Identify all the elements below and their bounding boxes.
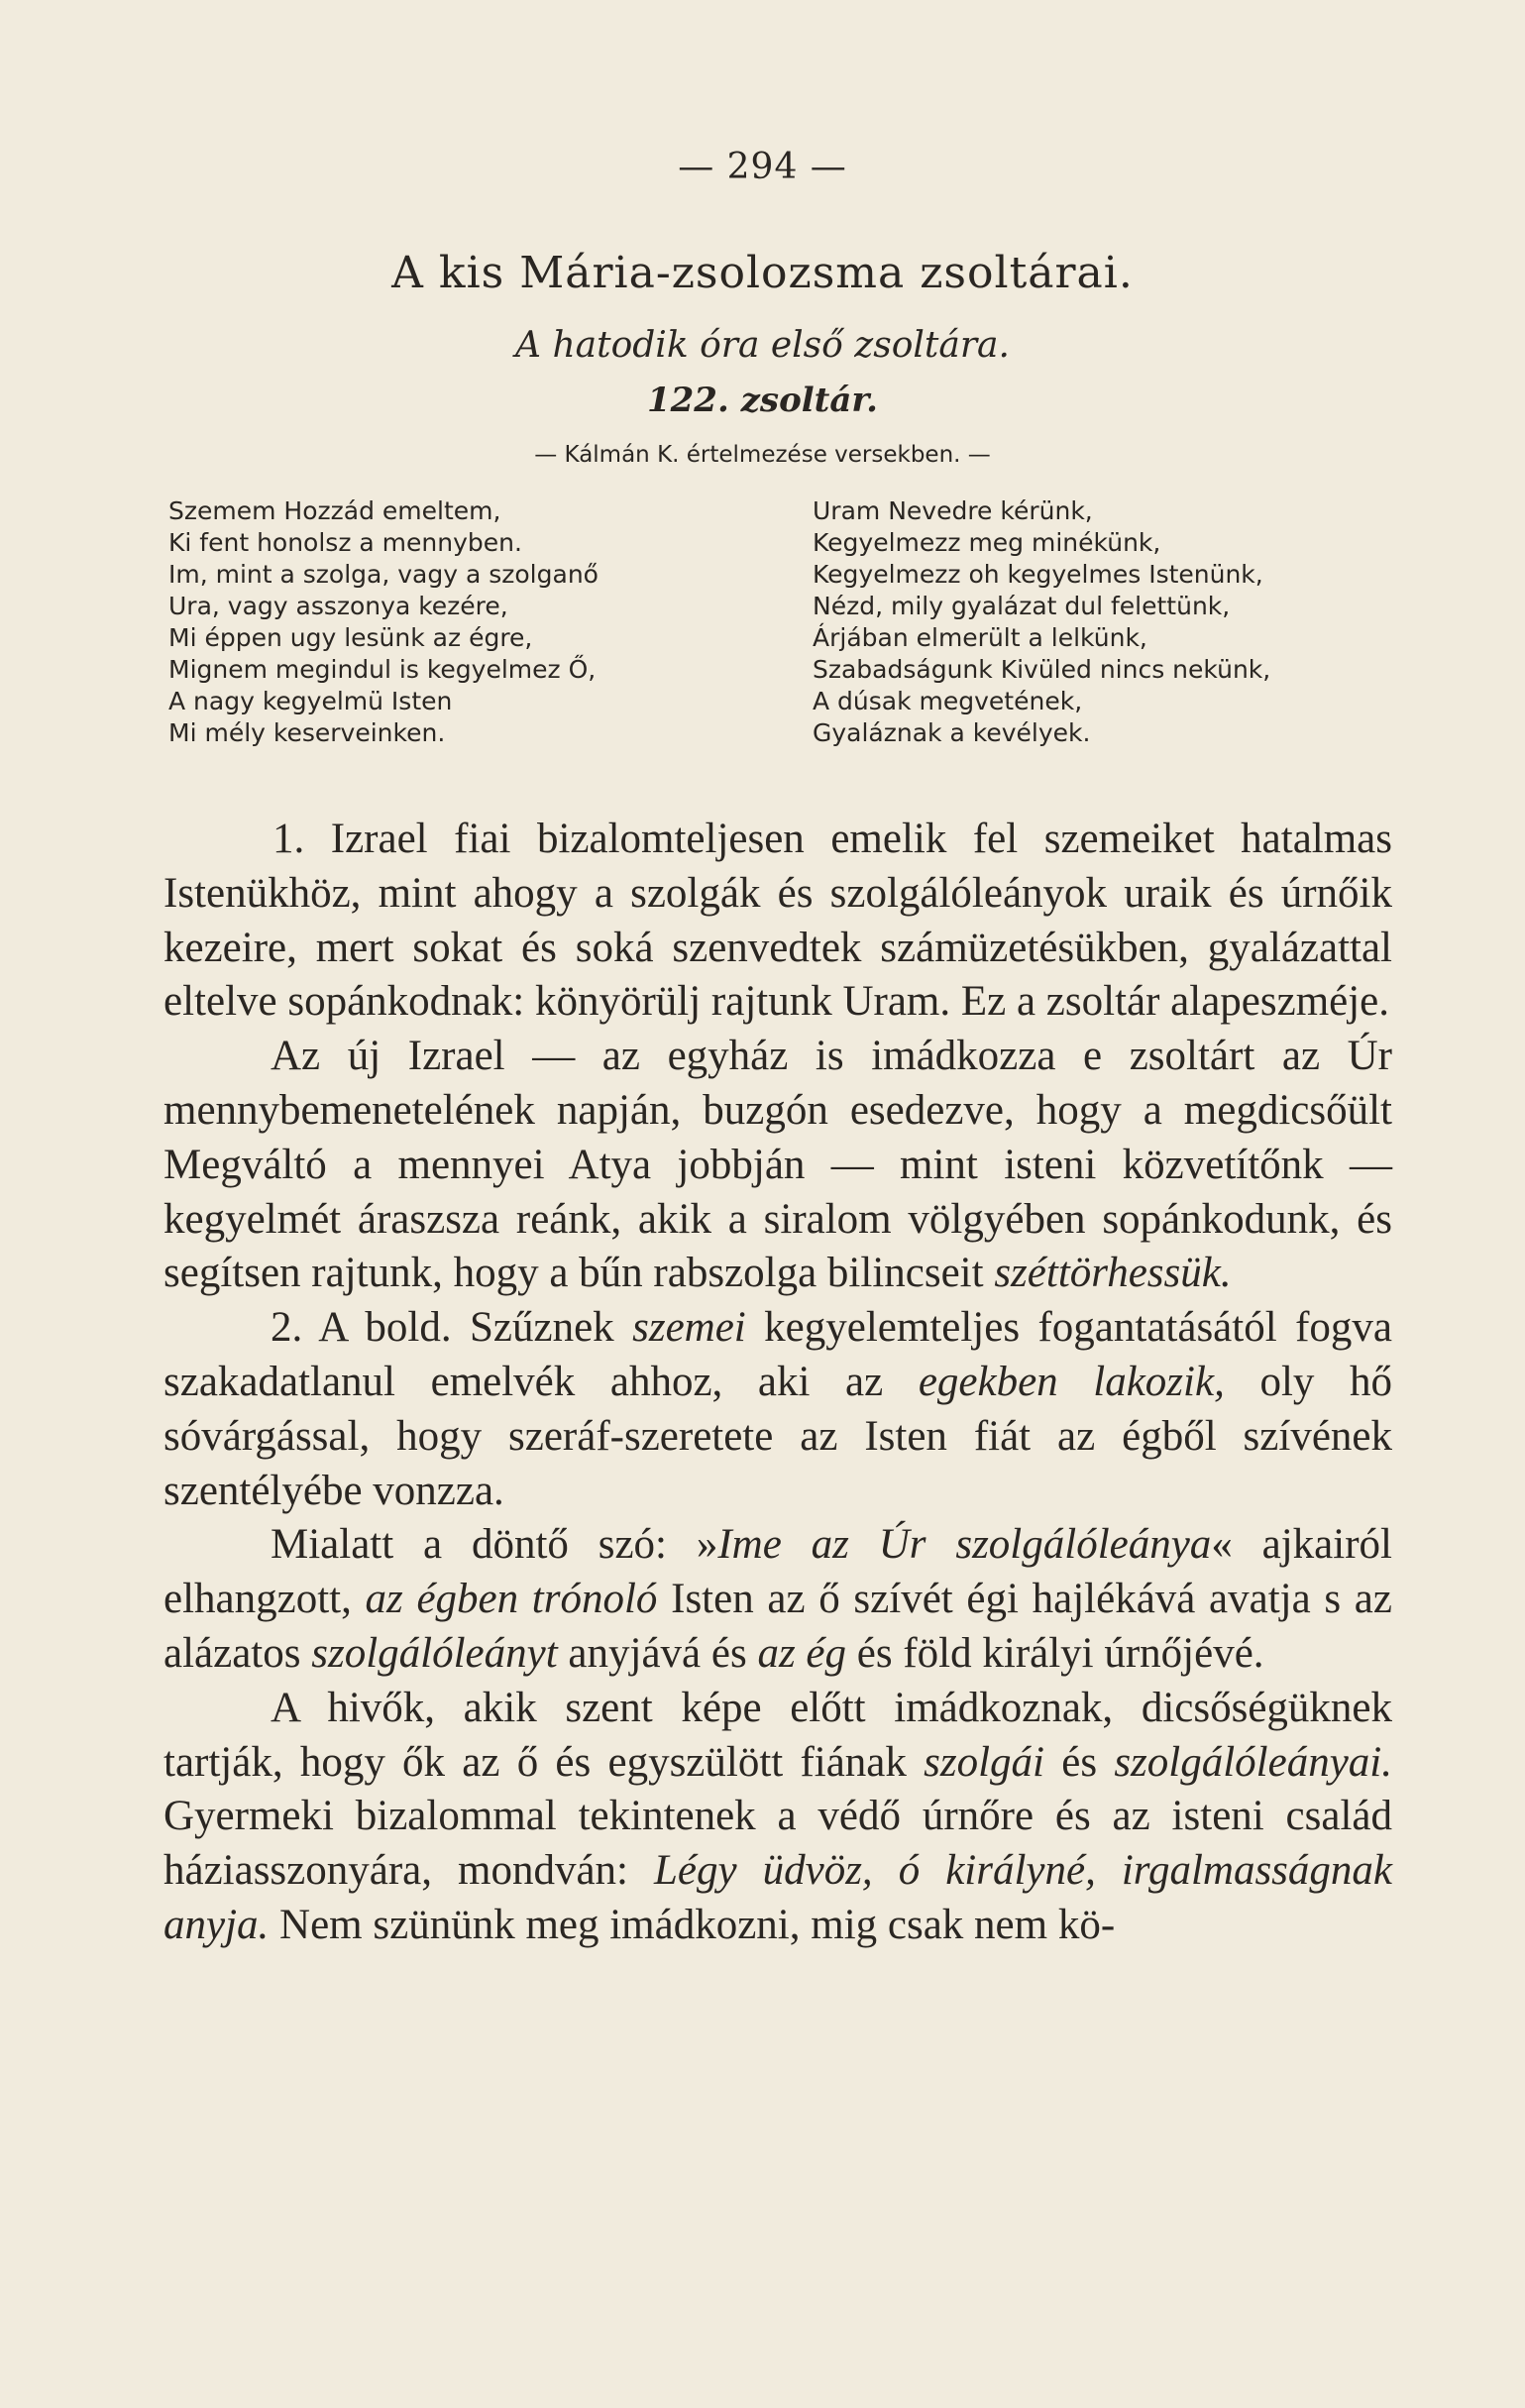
verse-line: Gyaláznak a kevélyek.	[813, 718, 1091, 747]
verse-line: Ki fent honolsz a mennyben.	[168, 528, 522, 557]
attribution: — Kálmán K. értelmezése versekben. —	[534, 442, 991, 468]
italic-phrase: az égben trónoló	[365, 1576, 658, 1623]
paragraph-text: oly hő sóvárgással, hogy szeráf-szeretete az Isten fiát az égből szívének szentélyébe vonzza.	[163, 1358, 1392, 1514]
paragraph-text: Gyermeki bizalommal tekintenek a védő úrnőre és az isteni család háziasszonyára, mondván:	[163, 1793, 1392, 1895]
paragraph-text: 2. A bold. Szűznek	[271, 1304, 633, 1352]
page-title: A kis Mária-zsolozsma zsoltárai.	[391, 248, 1134, 298]
verse-line: Kegyelmezz meg minékünk,	[813, 528, 1161, 557]
verse-line: Ura, vagy asszonya kezére,	[168, 592, 508, 620]
italic-phrase: Ime az Úr szolgálóleánya	[717, 1521, 1212, 1569]
paragraph	[163, 1682, 1392, 1953]
verse-line: A dúsak megvetének,	[813, 687, 1083, 715]
italic-phrase: Légy üdvöz, ó királyné, irgalmasságnak anyja.	[163, 1847, 1392, 1948]
verse-line: Mi éppen ugy lesünk az égre,	[168, 623, 533, 652]
verse-line: Im, mint a szolga, vagy a szolganő	[168, 560, 599, 589]
paragraph-text: « ajkairól elhangzott,	[163, 1521, 1392, 1623]
italic-phrase: szolgálóleányt	[311, 1629, 558, 1677]
italic-phrase: szolgái	[924, 1738, 1045, 1786]
verse-line: Uram Nevedre kérünk,	[813, 496, 1093, 525]
verse-column-right	[813, 495, 1407, 749]
paragraph	[163, 1301, 1392, 1518]
italic-phrase: egekben lakozik,	[918, 1358, 1225, 1405]
psalm-number: 122. zsoltár.	[646, 381, 879, 420]
paragraph-text: és	[1044, 1738, 1115, 1786]
paragraph	[163, 1518, 1392, 1681]
subtitle: A hatodik óra első zsoltára.	[515, 325, 1010, 366]
paragraph-text: Az új Izrael — az egyház is imádkozza e zsoltárt az Úr mennybemenetelének napján, buzgón esedezve, hogy a megdicsőült Megváltó a mennyei Atya jobbján — mint isteni közvetítőnk — kegyelmét áraszsza reánk, akik a siralom völgyében sopánkodunk, és segítsen rajtunk, hogy a bűn rabszolga bilincseit	[163, 1033, 1392, 1297]
verse-line: Szabadságunk Kivüled nincs nekünk,	[813, 655, 1271, 684]
verse-line: Nézd, mily gyalázat dul felettünk,	[813, 592, 1231, 620]
paragraph	[163, 1030, 1392, 1301]
italic-phrase: szolgálóleányai.	[1114, 1738, 1392, 1786]
paragraph-text: kegyelemteljes fogantatásától fogva szakadatlanul emelvék ahhoz, aki az	[163, 1304, 1392, 1405]
paragraph-text: és föld királyi úrnőjévé.	[846, 1629, 1264, 1677]
paragraph-text: 1. Izrael fiai bizalomteljesen emelik fel szemeiket hatalmas Istenükhöz, mint ahogy a szolgák és szolgálóleányok uraik és úrnőik kezeire, mert sokat és soká szenvedtek számüzetésükben, gyalázattal eltelve sopánkodnak: könyörülj rajtunk Uram. Ez a zsoltár alapeszméje.	[163, 816, 1392, 1026]
paragraph-text: anyjává és	[557, 1629, 758, 1677]
paragraph-text: Nem szününk meg imádkozni, mig csak nem kö-	[269, 1901, 1116, 1948]
verse-line: Árjában elmerült a lelkünk,	[813, 623, 1147, 652]
paragraph-text: Mialatt a döntő szó: »	[271, 1521, 718, 1569]
verse-line: Kegyelmezz oh kegyelmes Istenünk,	[813, 560, 1263, 589]
italic-phrase: az ég	[757, 1629, 847, 1677]
paragraph-text: Isten az ő szívét égi hajlékává avatja s az alázatos	[163, 1576, 1392, 1677]
italic-phrase: széttörhessük.	[994, 1250, 1232, 1297]
paragraph-text: A hivők, akik szent képe előtt imádkoznak, dicsőségüknek tartják, hogy ők az ő és egyszülött fiának	[163, 1684, 1392, 1786]
page-number: — 294 —	[678, 147, 847, 187]
italic-phrase: szemei	[632, 1304, 746, 1352]
verse-line: Mi mély keserveinken.	[168, 718, 446, 747]
verse-column-left	[168, 495, 793, 749]
verse-line: A nagy kegyelmü Isten	[168, 687, 453, 715]
body-text	[163, 813, 1392, 1953]
verse-line: Szemem Hozzád emeltem,	[168, 496, 501, 525]
paragraph	[163, 813, 1392, 1030]
verse-line: Mignem megindul is kegyelmez Ő,	[168, 655, 597, 684]
